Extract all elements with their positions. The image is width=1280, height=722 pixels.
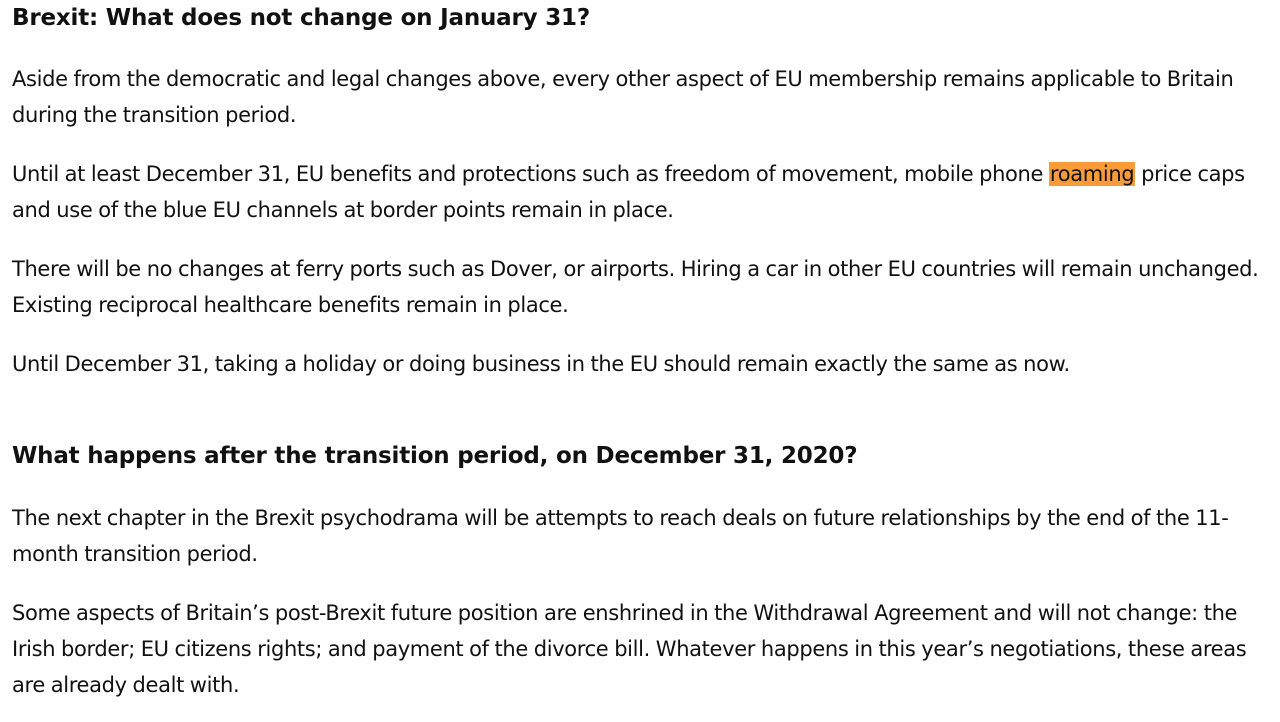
- paragraph-benefits: [12, 156, 1280, 228]
- paragraph-next-chapter: The next chapter in the Brexit psychodrama will be attempts to reach deals on future relationships by the end of the 11-month transition period.: [12, 506, 1229, 566]
- highlighted-word-roaming: roaming: [1049, 162, 1135, 186]
- paragraph-benefits-text-end: price caps and use of the blue EU channels at border points remain in place.: [12, 162, 1245, 222]
- section-heading-after-transition: What happens after the transition period, on December 31, 2020?: [12, 443, 858, 469]
- paragraph-withdrawal-agreement: Some aspects of Britain’s post-Brexit future position are enshrined in the Withdrawal Agreement and will not change: the Irish border; EU citizens rights; and payment of the divorce bill. Whatever happens in this year’s negotiations, these areas are already dealt with.: [12, 601, 1247, 697]
- paragraph-benefits-text-start: Until at least December 31, EU benefits and protections such as freedom of movement, mobile phone: [12, 162, 1049, 186]
- paragraph-holiday: Until December 31, taking a holiday or doing business in the EU should remain exactly the same as now.: [12, 352, 1070, 376]
- section-heading-unchanged: Brexit: What does not change on January 31?: [12, 5, 590, 31]
- paragraph-ferry-ports: There will be no changes at ferry ports such as Dover, or airports. Hiring a car in other EU countries will remain unchanged. Existing reciprocal healthcare benefits remain in place.: [12, 257, 1259, 317]
- paragraph-eu-membership: Aside from the democratic and legal changes above, every other aspect of EU membership remains applicable to Britain during the transition period.: [12, 67, 1234, 127]
